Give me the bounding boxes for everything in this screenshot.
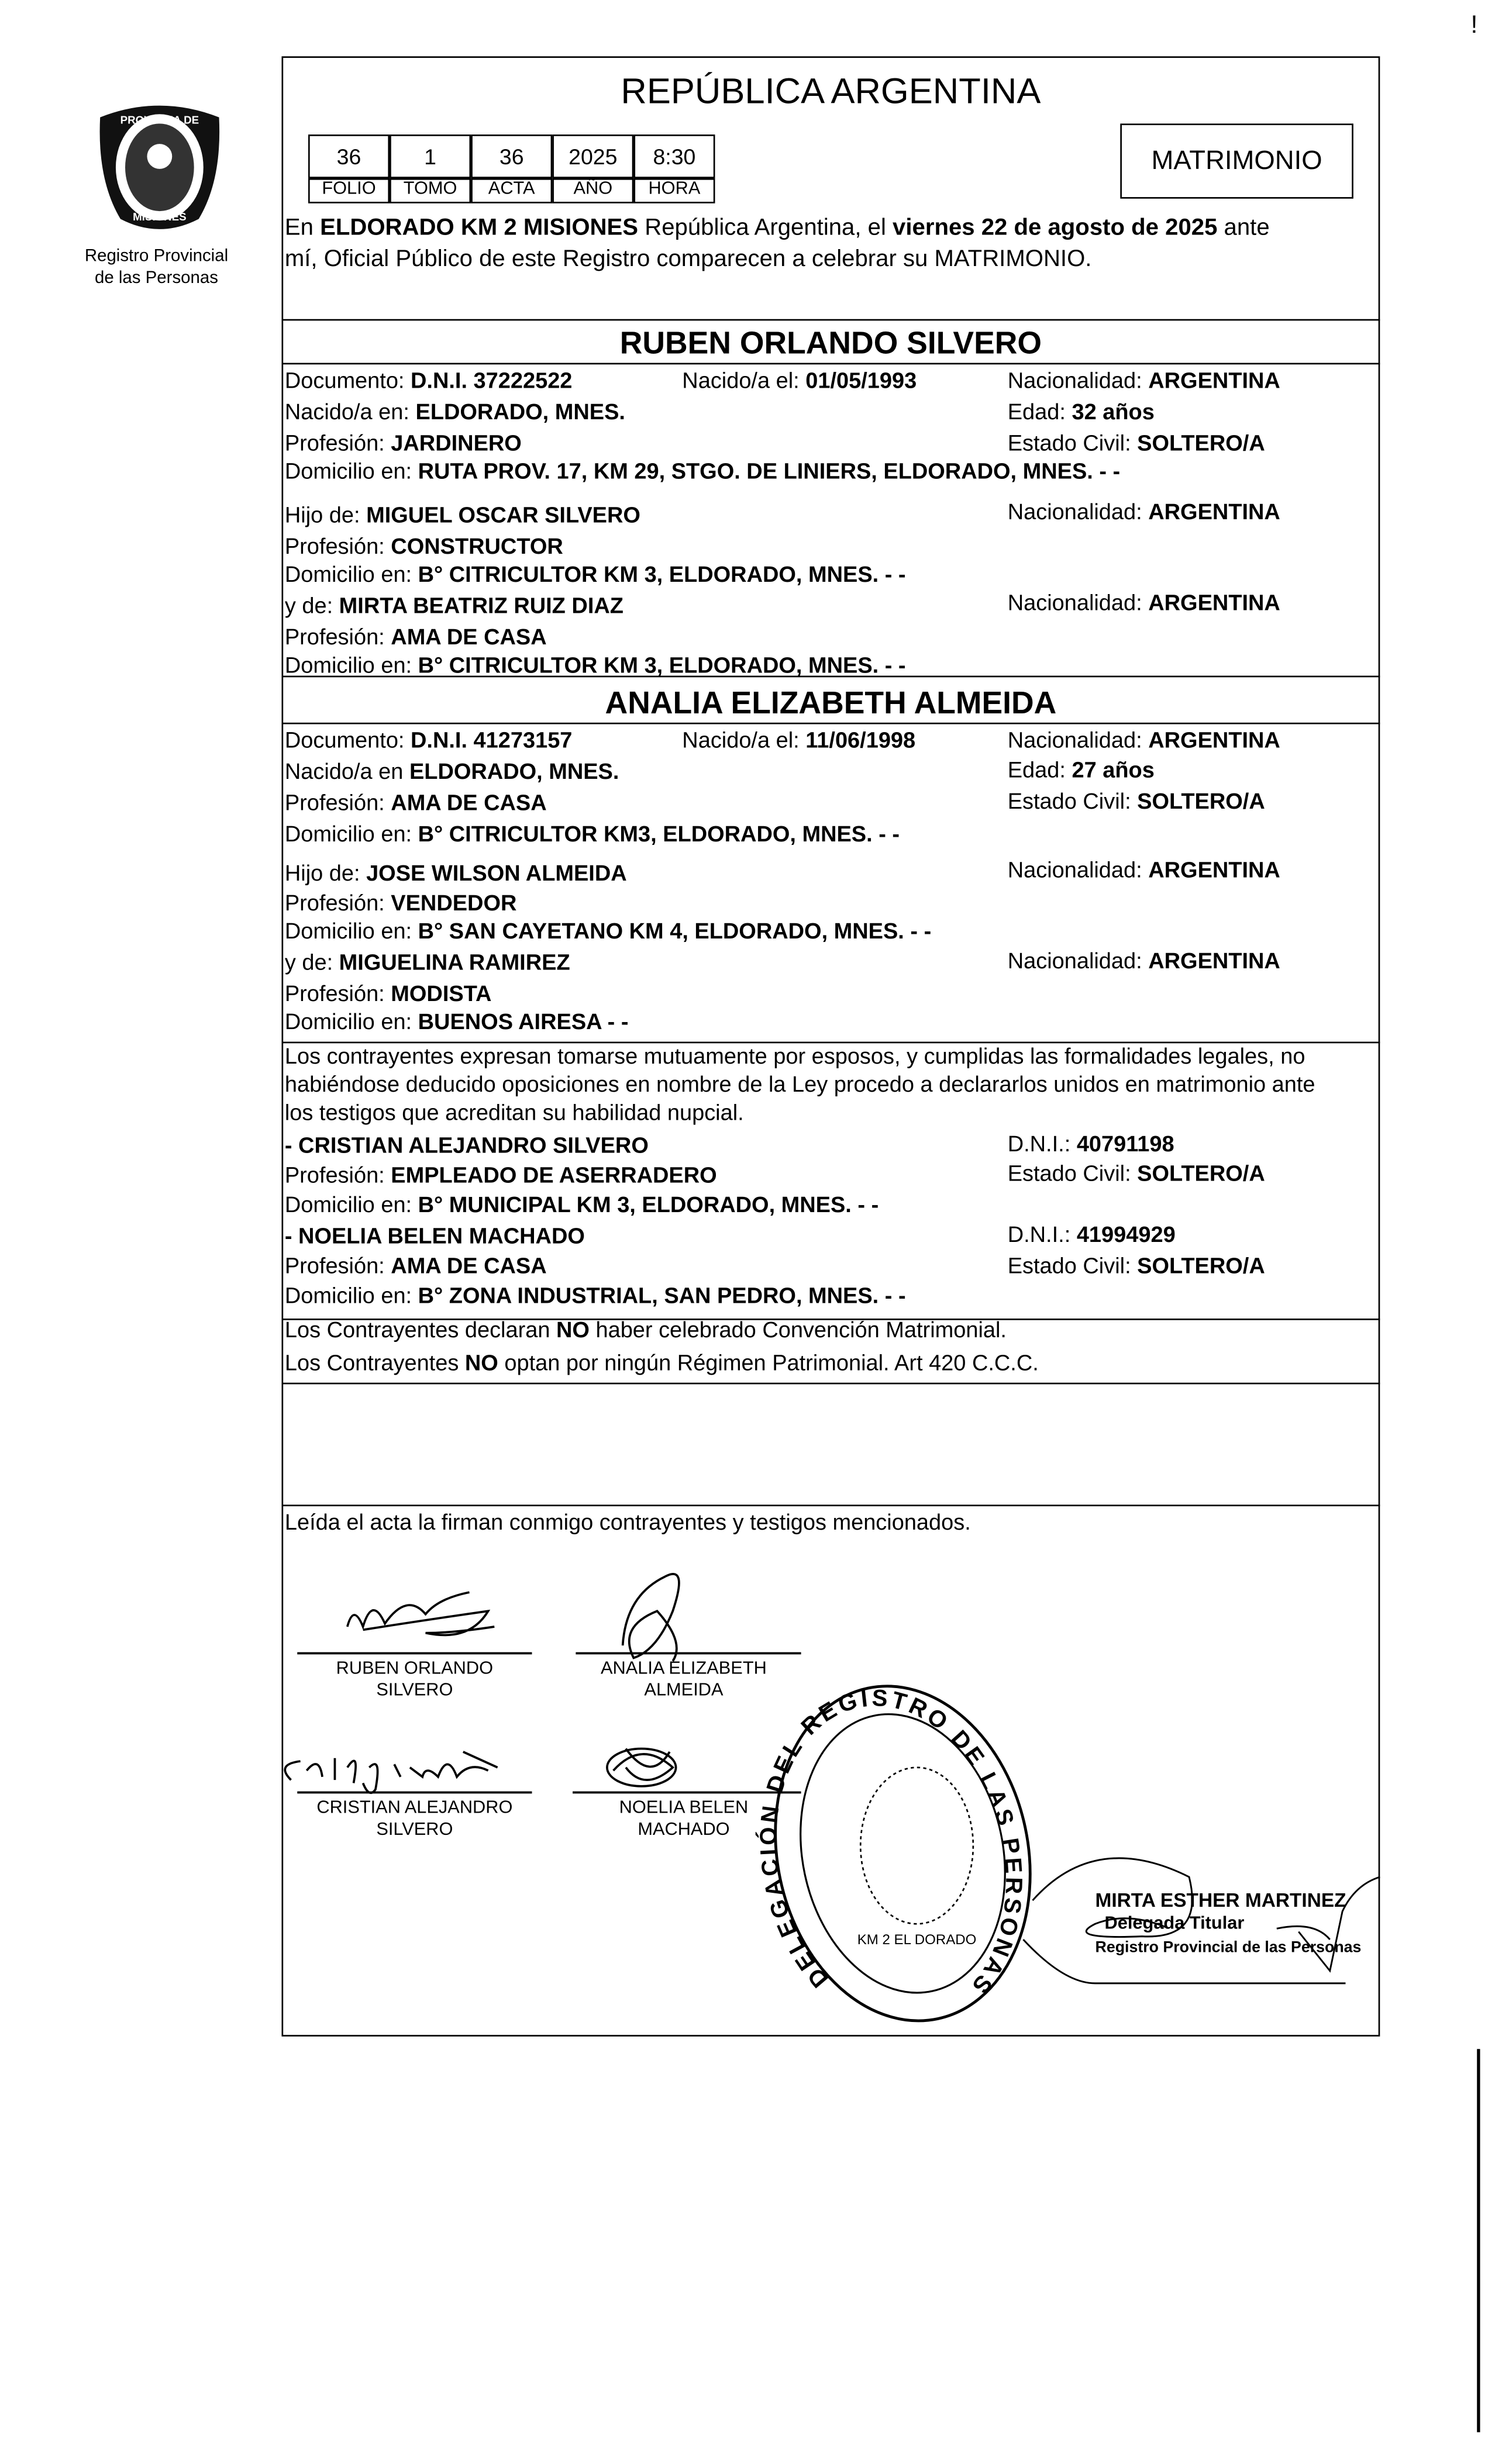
declaration-line3: los testigos que acreditan su habilidad nupcial. [284,1101,744,1126]
marriage-certificate: ! PROVINCIA DE MISIONES Registro Provincial de las Personas REPÚBLICA ARGENTINA 36 1 36 2025 8:30 FOLIO TOMO ACTA AÑO HORA MATRIMONIO En ELDORADO KM 2 MISIONES República Argentina, el viernes 22 de agosto de 2025 ante mí, Oficial Público de este Registro comparecen a celebrar su MATRIMONIO. RUBEN ORLANDO SILVERO Documento: D.N.I. 37222522 Nacido/a el: 01/05/1993 Nacionalidad: ARGENTINA Nacido/a en: ELDORADO, MNES. Edad: 32 años Profesión: JARDINERO Estado Civil: SOLTERO/A Domicilio en: RUTA PROV. 17, KM 29, STGO. DE LINIERS, ELDORADO, MNES. - - Hijo de: MIGUEL OSCAR SILVERO Nacionalidad: ARGENTINA Profesión: CONSTRUCTOR Domicilio en: B° CITRICULTOR KM 3, ELDORADO, MNES. - - y de: MIRTA BEATRIZ RUIZ DIAZ Nacionalidad: ARGENTINA Profesión: AMA DE CASA Domicilio en: B° CITRICULTOR KM 3, ELDORADO, MNES. - - ANALIA ELIZABETH ALMEIDA Documento: D.N.I. 41273157 Nacido/a el: 11/06/1998 Nacionalidad: ARGENTINA Nacido/a en ELDORADO, MNES. Edad: 27 años Profesión: AMA DE CASA Estado Civil: SOLTERO/A Domicilio en: B° CITRICULTOR KM3, ELDORADO, MNES. - - Hijo de: JOSE WILSON ALMEIDA Nacionalidad: ARGENTINA Profesión: VENDEDOR Domicilio en: B° SAN CAYETANO KM 4, ELDORADO, MNES. - - y de: MIGUELINA RAMIREZ Nacionalidad: ARGENTINA Profesión: MODISTA Domicilio en: BUENOS AIRESA - - Los contrayentes expresan tomarse mutuamente por esposos, y cumplidas las formalidades legales, no habiéndose deducido oposiciones en nombre de la Ley procedo a declararlos unidos en matrimonio ante los testigos que acreditan su habilidad nupcial. - CRISTIAN ALEJANDRO SILVERO D.N.I.: 40791198 Profesión: EMPLEADO DE ASERRADERO Estado Civil: SOLTERO/A Domicilio en: B° MUNICIPAL KM 3, ELDORADO, MNES. - - - NOELIA BELEN MACHADO D.N.I.: 41994929 Profesión: AMA DE CASA Estado Civil: SOLTERO/A Domicilio en: B° ZONA INDUSTRIAL, SAN PEDRO, MNES. - - Los Contrayentes declaran NO haber celebrado Convención Matrimonial. Los Contrayentes NO optan por ningún Régimen Patrimonial. Art 420 C.C.C. Leída el acta la firman conmigo contrayentes y testigos mencionados. DELEGACIÓN DEL REGISTRO DE LAS PERSONAS KM 2 EL DORADO RUBEN ORLANDO SILVERO ANALIA ELIZABETH ALMEIDA CRISTIAN ALEJANDRO SILVERO NOELIA BELEN MACHADO MIRTA ESTHER MARTINEZ Delegada Titular Registro Provincial de las Personas [0,0,1502,2463]
intro-line1: En ELDORADO KM 2 MISIONES República Argentina, el viernes 22 de agosto de 2025 ante [284,214,1270,241]
signature-witness2: NOELIA BELEN MACHADO [619,1799,749,1840]
logo-caption-line2: de las Personas [94,269,218,288]
anio-value: 2025 [552,134,633,178]
spouse2-name: ANALIA ELIZABETH ALMEIDA [605,686,1057,722]
official-stamp [1096,1889,1362,1959]
signature-spouse1: RUBEN ORLANDO SILVERO [336,1659,494,1700]
scan-edge-line [1477,2049,1480,2432]
hora-label: HORA [633,178,715,203]
folio-label: FOLIO [308,178,390,203]
signature-witness1: CRISTIAN ALEJANDRO SILVERO [316,1799,513,1840]
stamp-ring-text: DELEGACIÓN DEL REGISTRO DE LAS PERSONAS [755,1684,1028,2001]
stamp-bottom-text: KM 2 EL DORADO [857,1932,977,1948]
seal-text-top: PROVINCIA DE [120,113,199,126]
official-name: MIRTA ESTHER MARTINEZ [1095,1889,1346,1911]
convention-statement: Los Contrayentes declaran NO haber celebrado Convención Matrimonial. [284,1319,1007,1344]
spouse1-name: RUBEN ORLANDO SILVERO [619,327,1042,361]
tomo-value: 1 [390,134,471,178]
declaration-line2: habiéndose deducido oposiciones en nombre de la Ley procedo a declararlos unidos en matrimonio ante [284,1073,1315,1098]
acta-value: 36 [471,134,552,178]
corner-mark: ! [1470,12,1478,39]
regime-statement: Los Contrayentes NO optan por ningún Régimen Patrimonial. Art 420 C.C.C. [284,1351,1039,1376]
hora-value: 8:30 [633,134,715,178]
tomo-label: TOMO [390,178,471,203]
seal-text-bottom: MISIONES [133,210,187,223]
page-title: REPÚBLICA ARGENTINA [621,70,1041,111]
official-org: Registro Provincial de las Personas [1095,1940,1362,1957]
intro-line2: mí, Oficial Público de este Registro comparecen a celebrar su MATRIMONIO. [284,245,1092,272]
logo-caption-line1: Registro Provincial [84,247,229,266]
declaration-line1: Los contrayentes expresan tomarse mutuamente por esposos, y cumplidas las formalidades legales, no [284,1044,1305,1070]
folio-value: 36 [308,134,390,178]
document-type-box: MATRIMONIO [1120,123,1353,198]
signature-spouse2: ANALIA ELIZABETH ALMEIDA [601,1659,767,1700]
official-role: Delegada Titular [1104,1914,1245,1934]
closing-statement: Leída el acta la firman conmigo contrayentes y testigos mencionados. [284,1511,971,1536]
acta-label: ACTA [471,178,552,203]
anio-label: AÑO [552,178,633,203]
